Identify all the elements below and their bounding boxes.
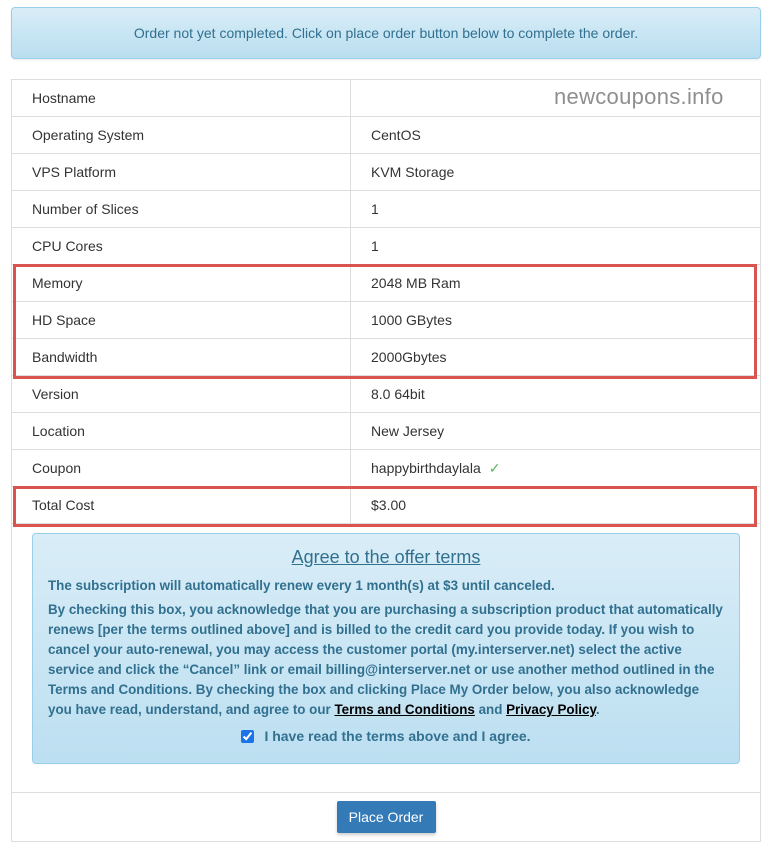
table-row-hd-space (12, 302, 761, 339)
place-order-button[interactable]: Place Order (337, 801, 436, 833)
row-label: Location (12, 413, 351, 450)
row-label: Hostname (12, 80, 351, 117)
order-actions-row (11, 792, 761, 842)
agree-terms-checkbox[interactable] (241, 730, 254, 743)
terms-title: Agree to the offer terms (291, 547, 481, 567)
terms-body (48, 600, 724, 720)
offer-terms-panel (32, 533, 740, 764)
row-value: $3.00 (351, 487, 761, 524)
order-summary-table (11, 79, 761, 524)
row-label: CPU Cores (12, 228, 351, 265)
and-text: and (474, 702, 507, 717)
row-value-coupon (351, 450, 761, 487)
row-label: Version (12, 376, 351, 413)
end-text: . (595, 702, 600, 717)
terms-body-text: By checking this box, you acknowledge that you are purchasing a subscription product that automatically renews [per the terms outlined above] and is billed to the credit card you provide today. If you wish to cancel your auto-renewal, you may access the customer portal (my.interserver.net) select the active service and click the “Cancel” link or email billing@interserver.net or use another method outlined in the Terms and Conditions. By checking the box and clicking Place My Order below, you also acknowledge you have read, understand, and agree to our (48, 602, 723, 717)
order-status-alert (11, 7, 761, 59)
row-label: Number of Slices (12, 191, 351, 228)
agree-terms-label: I have read the terms above and I agree. (264, 728, 531, 744)
privacy-policy-link[interactable]: Privacy Policy (506, 702, 596, 717)
row-value: CentOS (351, 117, 761, 154)
row-label: Operating System (12, 117, 351, 154)
row-label: Bandwidth (12, 339, 351, 376)
row-label: Coupon (12, 450, 351, 487)
table-row-operating-system (12, 117, 761, 154)
table-row-number-of-slices (12, 191, 761, 228)
row-value: 1 (351, 191, 761, 228)
renew-notice: The subscription will automatically renew every 1 month(s) at $3 until canceled. (48, 578, 555, 593)
alert-message: Order not yet completed. Click on place order button below to complete the order. (133, 25, 639, 41)
row-value: New Jersey (351, 413, 761, 450)
row-value: 2000Gbytes (351, 339, 761, 376)
table-row-total-cost (12, 487, 761, 524)
row-value: 2048 MB Ram (351, 265, 761, 302)
row-label: Total Cost (12, 487, 351, 524)
row-value: 1000 GBytes (351, 302, 761, 339)
row-value: 8.0 64bit (351, 376, 761, 413)
table-row-cpu-cores (12, 228, 761, 265)
table-row-coupon (12, 450, 761, 487)
row-value: KVM Storage (351, 154, 761, 191)
coupon-code: happybirthdaylala (371, 459, 481, 476)
table-row-memory (12, 265, 761, 302)
row-value: 1 (351, 228, 761, 265)
row-label: HD Space (12, 302, 351, 339)
table-row-bandwidth (12, 339, 761, 376)
agree-terms-row[interactable] (48, 726, 724, 746)
table-row-location (12, 413, 761, 450)
row-label: VPS Platform (12, 154, 351, 191)
watermark-text: newcoupons.info (554, 84, 724, 109)
table-row-vps-platform (12, 154, 761, 191)
row-label: Memory (12, 265, 351, 302)
terms-and-conditions-link[interactable]: Terms and Conditions (334, 702, 475, 717)
coupon-valid-check-icon: ✓ (488, 459, 501, 476)
table-row-version (12, 376, 761, 413)
